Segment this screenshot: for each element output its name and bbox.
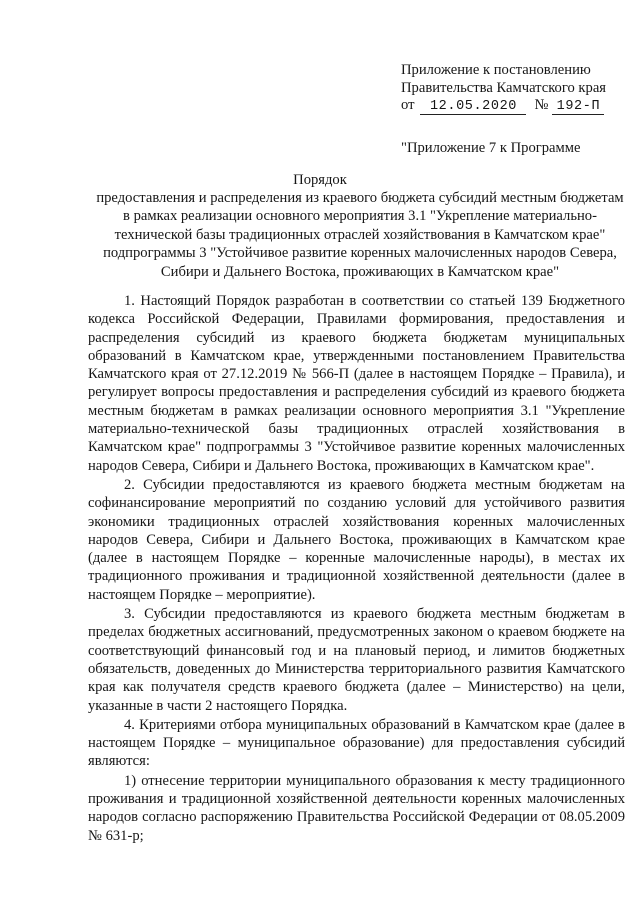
- appendix-label: "Приложение 7 к Программе: [401, 140, 581, 156]
- document-subtitle: предоставления и распределения из краевого бюджета субсидий местным бюджетам в рамках реализации основного мероприятия 3.1 "Укрепление материально-технической базы традиционных отраслей хозяйствования в Камчатском крае" подпрограммы 3 "Устойчивое развитие коренных малочисленных народов Севера, Сибири и Дальнего Востока, проживающих в Камчатском крае": [96, 190, 624, 280]
- paragraph-5: 1) отнесение территории муниципального образования к месту традиционного проживания и традиционной хозяйственной деятельности коренных малочисленных народов согласно распоряжению Правительства Российской Федерации от 08.05.2009 № 631-р;: [88, 772, 625, 844]
- header-line-2: Правительства Камчатского края: [401, 79, 607, 96]
- paragraph-1: 1. Настоящий Порядок разработан в соответствии со статьей 139 Бюджетного кодекса Российской Федерации, Правилами формирования, предоставления и распределения субсидий из краевого бюджета бюджетам муниципальных образований в Камчатском крае, утвержденными постановлением Правительства Камчатского края от 27.12.2019 № 566-П (далее в настоящем Порядке – Правила), и регулирует вопросы предоставления и распределения субсидий из краевого бюджета местным бюджетам в рамках реализации основного мероприятия 3.1 "Укрепление материально-технической базы традиционных отраслей хозяйствования в Камчатском крае" подпрограммы 3 "Устойчивое развитие коренных малочисленных народов Севера, Сибири и Дальнего Востока, проживающих в Камчатском крае".: [88, 293, 625, 474]
- resolution-number: 192-П: [552, 100, 604, 115]
- resolution-date: 12.05.2020: [420, 100, 526, 115]
- document-body: [88, 292, 625, 846]
- paragraph-4: 4. Критериями отбора муниципальных образований в Камчатском крае (далее в настоящем Порядке – муниципальное образование) для предоставления субсидий являются:: [88, 716, 625, 770]
- paragraph-3: 3. Субсидии предоставляются из краевого бюджета местным бюджетам в пределах бюджетных ассигнований, предусмотренных законом о краевом бюджете на соответствующий финансовый год и на плановый период, и лимитов бюджетных обязательств, доведенных до Министерства территориального развития Камчатского края как получателя средств краевого бюджета (далее – Министерство) на цели, указанные в части 2 настоящего Порядка.: [88, 606, 625, 714]
- document-title: Порядок: [293, 172, 347, 188]
- header-line-1: Приложение к постановлению: [401, 62, 591, 78]
- approval-header: [401, 62, 633, 115]
- paragraph-2: 2. Субсидии предоставляются из краевого бюджета местным бюджетам на софинансирование мероприятий по созданию условий для устойчивого развития экономики традиционных отраслей хозяйствования коренных малочисленных народов Севера, Сибири и Дальнего Востока, проживающих в Камчатском крае (далее в настоящем Порядке – коренные малочисленные народы), в местах их традиционного проживания и традиционной хозяйственной деятельности (далее в настоящем Порядке – мероприятие).: [88, 476, 625, 603]
- header-date-line: [401, 97, 633, 115]
- number-prefix: №: [534, 97, 549, 113]
- date-prefix: от: [401, 97, 415, 113]
